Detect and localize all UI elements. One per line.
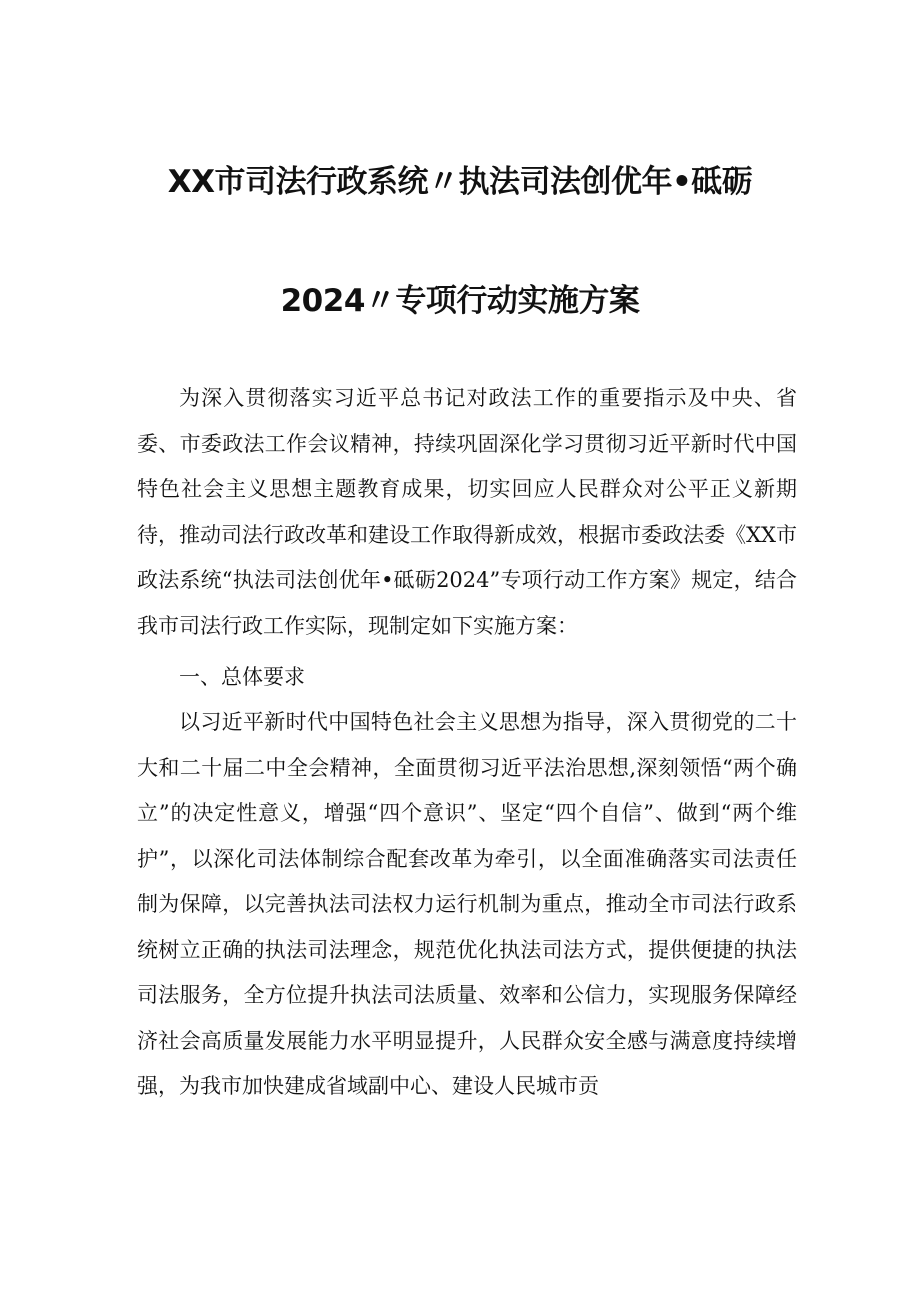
section-paragraph: 以习近平新时代中国特色社会主义思想为指导，深入贯彻党的二十大和二十届二中全会精神，全面贯彻习近平法治思想,深刻领悟“两个确立”的决定性意义，增强“四个意识”、坚定“四个自信”、做到“两个维护”，以深化司法体制综合配套改革为牵引，以全面准确落实司法责任制为保障，以完善执法司法权力运行机制为重点，推动全市司法行政系统树立正确的执法司法理念，规范优化执法司法方式，提供便捷的执法司法服务，全方位提升执法司法质量、效率和公信力，实现服务保障经济社会高质量发展能力水平明显提升，人民群众安全感与满意度持续增强，为我市加快建成省域副中心、建设人民城市贡 (137, 710, 797, 1098)
section-paragraph-block (137, 700, 797, 1110)
section-heading-general-requirements: 一、总体要求 (179, 665, 305, 689)
document-title-line-2: 2024〃专项行动实施方案 (280, 283, 640, 319)
intro-paragraph: 为深入贯彻落实习近平总书记对政法工作的重要指示及中央、省委、市委政法工作会议精神，持续巩固深化学习贯彻习近平新时代中国特色社会主义思想主题教育成果，切实回应人民群众对公平正义新期待，推动司法行政改革和建设工作取得新成效，根据市委政法委《XX市政法系统“执法司法创优年•砥砺2024”专项行动工作方案》规定，结合我市司法行政工作实际，现制定如下实施方案： (137, 386, 797, 638)
section-heading-block (137, 655, 797, 701)
intro-paragraph-block (137, 376, 797, 649)
document-title-line-1: XX市司法行政系统〃执法司法创优年•砥砺 (167, 164, 753, 200)
